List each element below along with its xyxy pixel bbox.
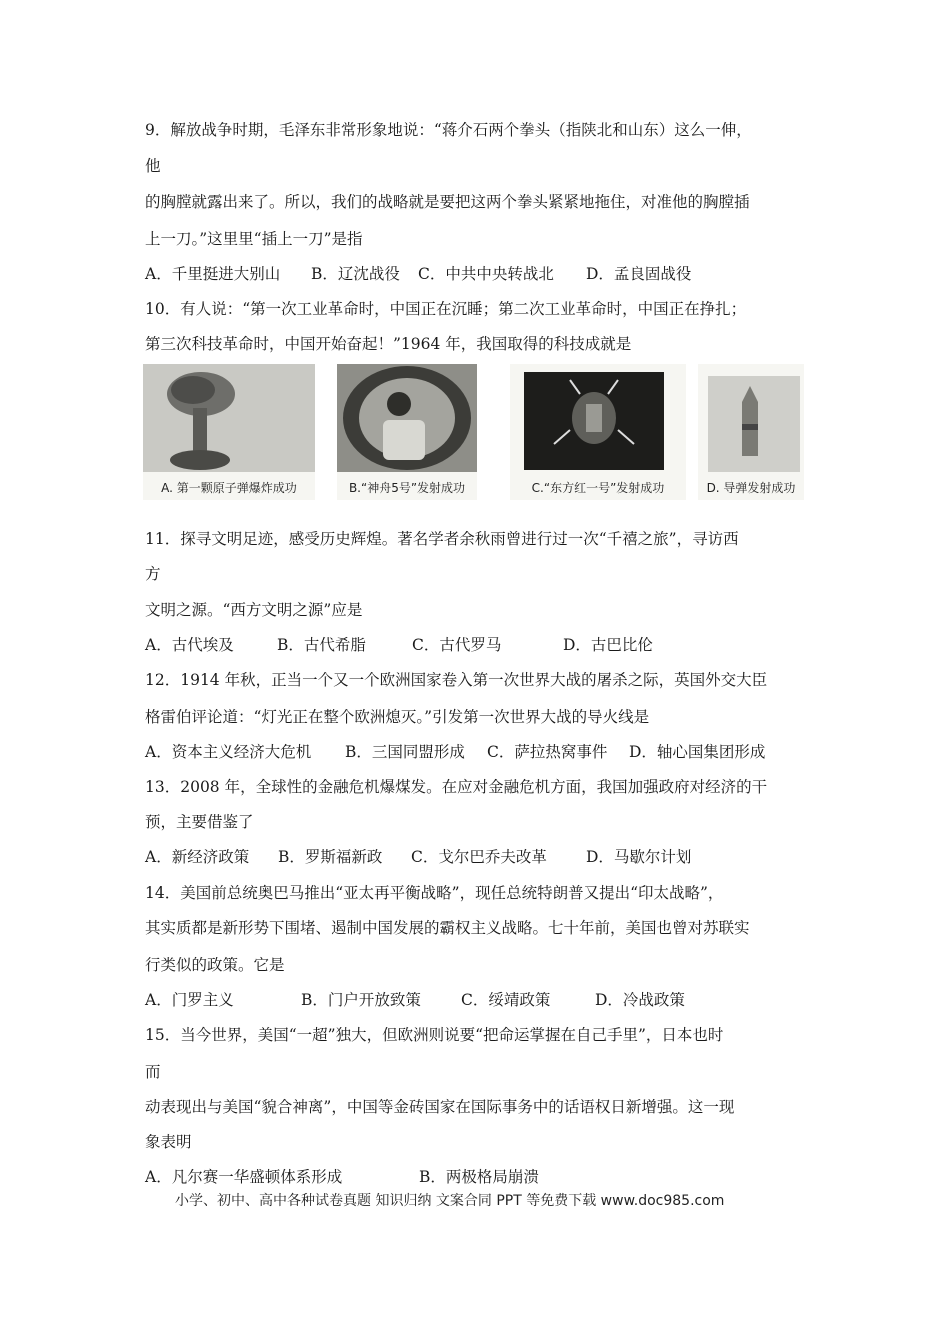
q12-option-d: D．轴心国集团形成 xyxy=(629,743,766,761)
astronaut-capsule-photo-icon xyxy=(337,364,477,472)
image-a-atomic-bomb xyxy=(143,364,315,500)
q9-option-b: B．辽沈战役 xyxy=(311,265,400,283)
image-a-caption: A. 第一颗原子弹爆炸成功 xyxy=(161,481,297,495)
q12-option-b: B．三国同盟形成 xyxy=(345,743,465,761)
q14-option-c: C．绥靖政策 xyxy=(461,991,551,1009)
q11-line-2: 方 xyxy=(145,565,161,583)
q12-option-a: A．资本主义经济大危机 xyxy=(145,743,312,761)
q9-option-d: D．孟良固战役 xyxy=(586,265,692,283)
satellite-photo-icon xyxy=(510,364,686,472)
q14-line-1: 14．美国前总统奥巴马推出“亚太再平衡战略”，现任总统特朗普又提出“印太战略”， xyxy=(145,884,724,902)
q13-option-b: B．罗斯福新政 xyxy=(278,848,383,866)
q9-line-1: 9．解放战争时期，毛泽东非常形象地说：“蒋介石两个拳头（指陕北和山东）这么一伸， xyxy=(145,121,752,139)
q10-line-1: 10．有人说：“第一次工业革命时，中国正在沉睡；第二次工业革命时，中国正在挣扎； xyxy=(145,300,747,318)
q11-option-b: B．古代希脂 xyxy=(277,636,366,654)
q11-line-3: 文明之源。“西方文明之源”应是 xyxy=(145,601,363,619)
q13-option-d: D．马歇尔计划 xyxy=(586,848,692,866)
q15-option-a: A．凡尔赛一华盛顿体系形成 xyxy=(145,1168,343,1186)
footer-download-note: 小学、初中、高中各种试卷真题 知识归纳 文案合同 PPT 等免费下载 www.doc985.com xyxy=(175,1193,725,1209)
q12-line-2: 格雷伯评论道：“灯光正在整个欧洲熄灭。”引发第一次世界大战的导火线是 xyxy=(145,708,650,726)
q11-option-a: A．古代埃及 xyxy=(145,636,234,654)
q14-line-2: 其实质都是新形势下围堵、遏制中国发展的霸权主义战略。七十年前，美国也曾对苏联实 xyxy=(145,919,750,937)
q10-line-2: 第三次科技革命时，中国开始奋起！”1964 年，我国取得的科技成就是 xyxy=(145,335,632,353)
q15-line-4: 象表明 xyxy=(145,1133,192,1151)
mushroom-cloud-photo-icon xyxy=(143,364,315,472)
image-d-missile xyxy=(698,364,804,500)
q14-option-a: A．门罗主义 xyxy=(145,991,234,1009)
q9-option-c: C．中共中央转战北 xyxy=(418,265,554,283)
q14-option-d: D．冷战政策 xyxy=(595,991,685,1009)
q11-option-c: C．古代罗马 xyxy=(412,636,502,654)
q9-line-4: 上一刀。”这里里“插上一刀”是指 xyxy=(145,230,363,248)
q9-option-a: A．千里挺进大别山 xyxy=(145,265,281,283)
q15-line-3: 动表现出与美国“貌合神离”，中国等金砖国家在国际事务中的话语权日新增强。这一现 xyxy=(145,1098,735,1116)
q12-option-c: C．萨拉热窝事件 xyxy=(487,743,608,761)
q13-option-c: C．戈尔巴乔夫改革 xyxy=(411,848,547,866)
q9-line-2: 他 xyxy=(145,157,161,175)
image-d-caption: D. 导弹发射成功 xyxy=(706,481,796,495)
image-c-caption: C.“东方红一号”发射成功 xyxy=(531,481,665,495)
q14-line-3: 行类似的政策。它是 xyxy=(145,956,285,974)
q13-option-a: A．新经济政策 xyxy=(145,848,250,866)
q13-line-1: 13．2008 年，全球性的金融危机爆煤发。在应对金融危机方面，我国加强政府对经济的干 xyxy=(145,778,768,796)
q15-line-2: 而 xyxy=(145,1063,161,1081)
q15-line-1: 15．当今世界，美国“一超”独大，但欧洲则说要“把命运掌握在自己手里”，日本也时 xyxy=(145,1026,724,1044)
q11-line-1: 11．探寻文明足迹，感受历史辉煌。著名学者余秋雨曾进行过一次“千禧之旅”，寻访西 xyxy=(145,530,739,548)
q11-option-d: D．古巴比伦 xyxy=(563,636,653,654)
image-b-caption: B.“神舟5号”发射成功 xyxy=(348,481,466,495)
q9-line-3: 的胸膛就露出来了。所以，我们的战略就是要把这两个拳头紧紧地拖住，对准他的胸膛插 xyxy=(145,193,750,211)
q14-option-b: B．门户开放致策 xyxy=(301,991,421,1009)
q13-line-2: 预，主要借鉴了 xyxy=(145,813,254,831)
image-c-dongfanghong xyxy=(510,364,686,500)
q15-option-b: B．两极格局崩溃 xyxy=(419,1168,539,1186)
missile-photo-icon xyxy=(698,364,804,472)
image-b-shenzhou xyxy=(337,364,477,500)
q12-line-1: 12．1914 年秋，正当一个又一个欧洲国家卷入第一次世界大战的屠杀之际，英国外交大臣 xyxy=(145,671,768,689)
